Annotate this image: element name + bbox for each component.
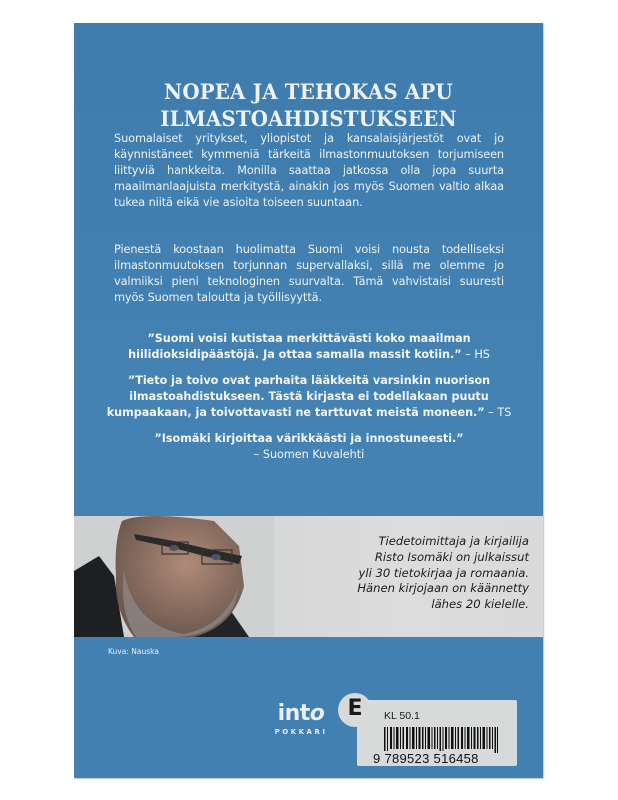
author-photo-band bbox=[74, 516, 543, 637]
author-bio-line: Hänen kirjojaan on käännetty bbox=[357, 581, 529, 596]
author-portrait-image bbox=[74, 516, 274, 637]
author-bio-line: yli 30 tietokirjaa ja romaania. bbox=[358, 565, 529, 580]
isbn-number: 9 789523 516458 bbox=[373, 751, 479, 766]
headline bbox=[93, 79, 524, 133]
review-quote-suomen-kuvalehti bbox=[94, 431, 524, 463]
review-quote-hs bbox=[94, 331, 524, 363]
publisher-logo-subtitle: POKKARI bbox=[274, 728, 328, 736]
headline-line-1: NOPEA JA TEHOKAS APU bbox=[164, 80, 453, 105]
quote-source: – Suomen Kuvalehti bbox=[253, 448, 365, 461]
quote-text: ”Tieto ja toivo ovat parhaita lääkkeitä varsinkin nuorison ilmastoahdistukseen. Tästä kirjasta ei todellakaan puutu kumpaakaan, ja toivottavasti ne tarttuvat meistä moneen.” bbox=[106, 374, 491, 419]
author-bio-line: Tiedetoimittaja ja kirjailija bbox=[378, 534, 529, 548]
photo-credit: Kuva: Nauska bbox=[108, 647, 159, 656]
library-classification: KL 50.1 bbox=[384, 710, 420, 722]
quote-text: ”Suomi voisi kutistaa merkittävästi koko maailman hiilidioksidipäästöjä. Ja ottaa samalla massit kotiin.” bbox=[128, 332, 471, 361]
author-bio-line: lähes 20 kielelle. bbox=[431, 597, 529, 612]
description-paragraph-1: Suomalaiset yritykset, yliopistot ja kansalaisjärjestöt ovat jo käynnistäneet kymmeniä tärkeitä ilmastonmuutoksen torjumiseen liittyviä hankkeita. Monilla saattaa jatkossa olla jopa suurta maailmanlaajuista merkitystä, ainakin jos myös Suomen valtio alkaa tukea niitä eikä vie asioita toiseen suuntaan. bbox=[114, 132, 504, 209]
quote-source: – TS bbox=[484, 406, 512, 419]
book-back-cover bbox=[74, 23, 543, 778]
headline-line-2: ILMASTOAHDISTUKSEEN bbox=[160, 107, 457, 132]
publisher-logo-wordmark: into bbox=[277, 701, 325, 726]
quote-source: – HS bbox=[461, 348, 490, 361]
author-bio bbox=[289, 534, 529, 613]
description-paragraph-2: Pienestä koostaan huolimatta Suomi voisi nousta todelliseksi ilmastonmuutoksen torjunnan supervallaksi, sillä me olemme jo valmiiksi pieni teknologinen suurvalta. Tämä vahvistaisi suuresti myös Suomen taloutta ja työllisyyttä. bbox=[114, 243, 504, 304]
review-quote-ts bbox=[94, 373, 524, 421]
author-bio-line: Risto Isomäki on julkaissut bbox=[374, 549, 529, 564]
e-class-badge: E bbox=[338, 693, 372, 727]
publisher-logo bbox=[266, 703, 336, 736]
barcode-icon bbox=[384, 727, 498, 753]
quote-text: ”Isomäki kirjoittaa värikkäästi ja innostuneesti.” bbox=[154, 432, 464, 445]
